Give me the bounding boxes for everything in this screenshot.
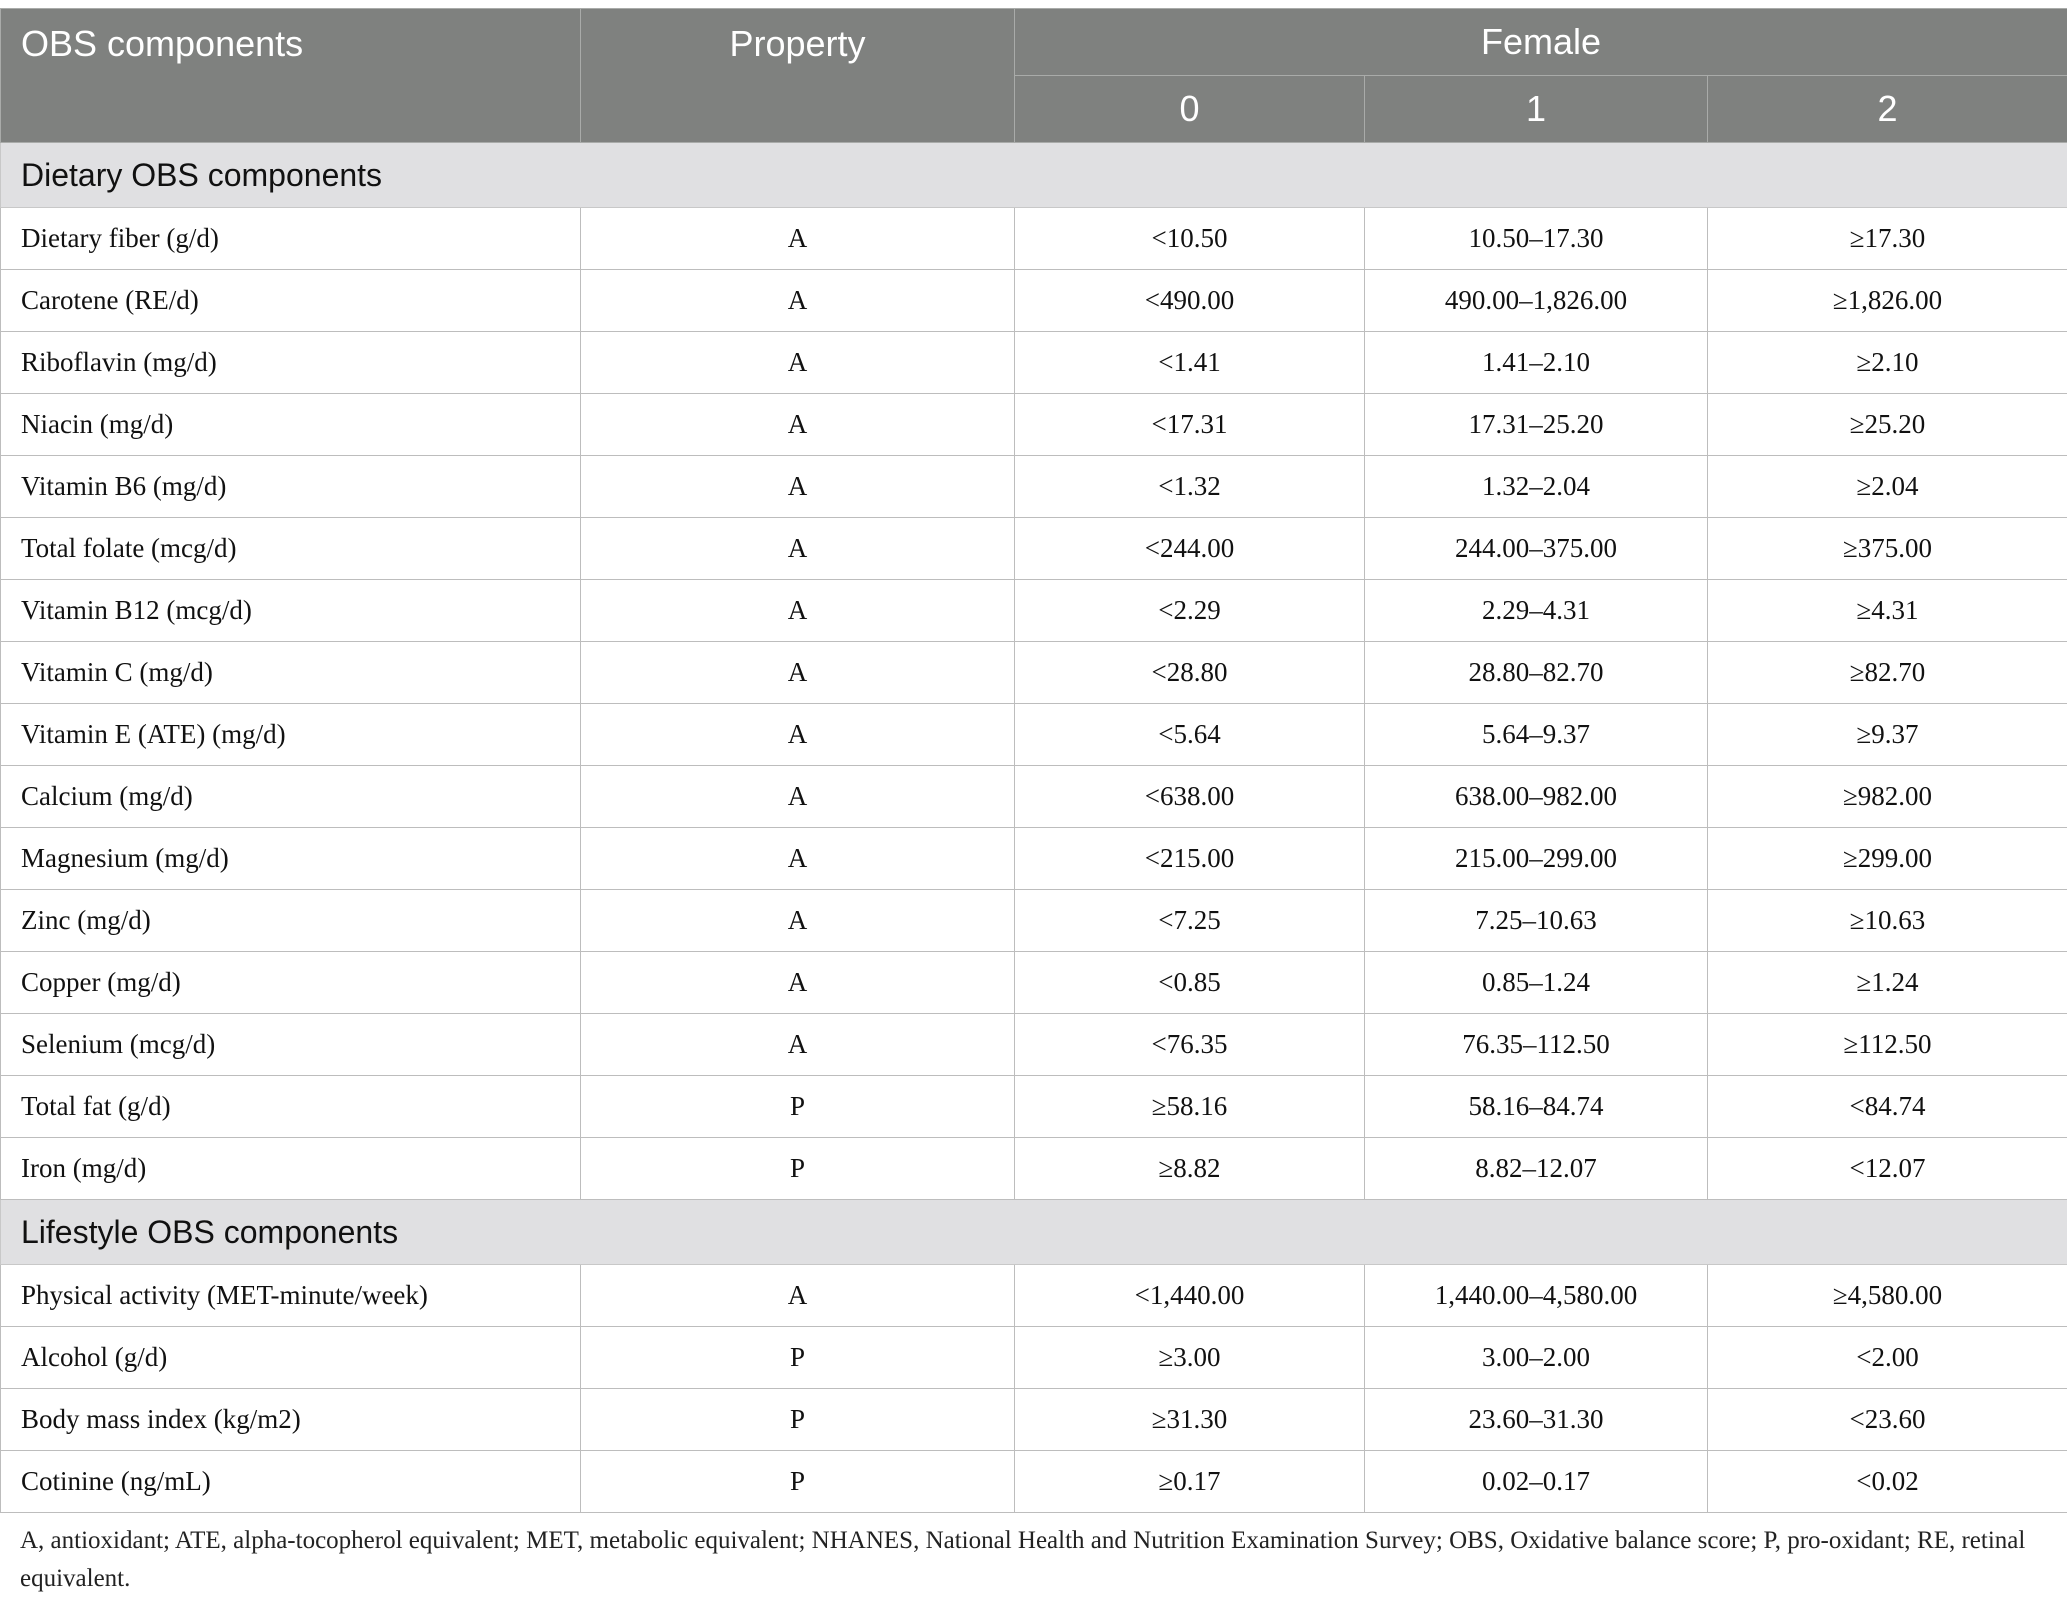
table-row	[1, 890, 2067, 952]
obs-components-table	[0, 8, 2067, 1513]
table-row	[1, 642, 2067, 704]
level-1-cell: 28.80–82.70	[1365, 642, 1708, 704]
level-0-cell: ≥0.17	[1015, 1451, 1365, 1513]
level-1-cell: 1.41–2.10	[1365, 332, 1708, 394]
section-header-row	[1, 143, 2067, 208]
header-level-0: 0	[1015, 76, 1365, 143]
property-cell: A	[581, 642, 1015, 704]
level-0-cell: <5.64	[1015, 704, 1365, 766]
component-name-cell: Vitamin B6 (mg/d)	[1, 456, 581, 518]
level-0-cell: ≥8.82	[1015, 1138, 1365, 1200]
table-row	[1, 1451, 2067, 1513]
level-1-cell: 0.02–0.17	[1365, 1451, 1708, 1513]
component-name-cell: Vitamin E (ATE) (mg/d)	[1, 704, 581, 766]
level-2-cell: ≥4,580.00	[1708, 1265, 2067, 1327]
level-0-cell: <7.25	[1015, 890, 1365, 952]
property-cell: A	[581, 952, 1015, 1014]
component-name-cell: Physical activity (MET-minute/week)	[1, 1265, 581, 1327]
level-2-cell: ≥2.10	[1708, 332, 2067, 394]
level-0-cell: <28.80	[1015, 642, 1365, 704]
level-2-cell: ≥1.24	[1708, 952, 2067, 1014]
level-2-cell: <0.02	[1708, 1451, 2067, 1513]
section-header-row	[1, 1200, 2067, 1265]
level-1-cell: 638.00–982.00	[1365, 766, 1708, 828]
header-level-1: 1	[1365, 76, 1708, 143]
table-body	[1, 143, 2067, 1513]
property-cell: A	[581, 208, 1015, 270]
component-name-cell: Carotene (RE/d)	[1, 270, 581, 332]
component-name-cell: Zinc (mg/d)	[1, 890, 581, 952]
table-row	[1, 332, 2067, 394]
table-row	[1, 1138, 2067, 1200]
level-2-cell: ≥112.50	[1708, 1014, 2067, 1076]
header-property: Property	[581, 9, 1015, 143]
table-row	[1, 270, 2067, 332]
table-row	[1, 1265, 2067, 1327]
level-2-cell: ≥375.00	[1708, 518, 2067, 580]
section-title: Dietary OBS components	[1, 143, 2067, 208]
table-row	[1, 208, 2067, 270]
level-0-cell: <490.00	[1015, 270, 1365, 332]
property-cell: A	[581, 890, 1015, 952]
level-0-cell: <215.00	[1015, 828, 1365, 890]
table-row	[1, 1389, 2067, 1451]
property-cell: A	[581, 518, 1015, 580]
header-obs-components: OBS components	[1, 9, 581, 143]
level-1-cell: 215.00–299.00	[1365, 828, 1708, 890]
level-1-cell: 3.00–2.00	[1365, 1327, 1708, 1389]
property-cell: P	[581, 1327, 1015, 1389]
level-1-cell: 76.35–112.50	[1365, 1014, 1708, 1076]
component-name-cell: Total folate (mcg/d)	[1, 518, 581, 580]
level-0-cell: ≥31.30	[1015, 1389, 1365, 1451]
component-name-cell: Calcium (mg/d)	[1, 766, 581, 828]
property-cell: A	[581, 332, 1015, 394]
level-2-cell: ≥82.70	[1708, 642, 2067, 704]
level-0-cell: <10.50	[1015, 208, 1365, 270]
table-row	[1, 1014, 2067, 1076]
level-1-cell: 2.29–4.31	[1365, 580, 1708, 642]
header-level-2: 2	[1708, 76, 2067, 143]
level-1-cell: 5.64–9.37	[1365, 704, 1708, 766]
table-row	[1, 518, 2067, 580]
property-cell: P	[581, 1138, 1015, 1200]
property-cell: P	[581, 1451, 1015, 1513]
table-row	[1, 766, 2067, 828]
table-row	[1, 394, 2067, 456]
property-cell: A	[581, 580, 1015, 642]
property-cell: P	[581, 1389, 1015, 1451]
level-0-cell: ≥3.00	[1015, 1327, 1365, 1389]
header-female: Female	[1015, 9, 2067, 76]
level-0-cell: <17.31	[1015, 394, 1365, 456]
level-1-cell: 244.00–375.00	[1365, 518, 1708, 580]
component-name-cell: Body mass index (kg/m2)	[1, 1389, 581, 1451]
property-cell: A	[581, 456, 1015, 518]
level-0-cell: <1,440.00	[1015, 1265, 1365, 1327]
level-1-cell: 23.60–31.30	[1365, 1389, 1708, 1451]
component-name-cell: Dietary fiber (g/d)	[1, 208, 581, 270]
property-cell: A	[581, 828, 1015, 890]
property-cell: P	[581, 1076, 1015, 1138]
level-0-cell: <76.35	[1015, 1014, 1365, 1076]
component-name-cell: Niacin (mg/d)	[1, 394, 581, 456]
table-row	[1, 952, 2067, 1014]
level-1-cell: 17.31–25.20	[1365, 394, 1708, 456]
level-0-cell: <1.41	[1015, 332, 1365, 394]
table-row	[1, 1076, 2067, 1138]
level-1-cell: 58.16–84.74	[1365, 1076, 1708, 1138]
component-name-cell: Alcohol (g/d)	[1, 1327, 581, 1389]
level-0-cell: <2.29	[1015, 580, 1365, 642]
level-2-cell: <2.00	[1708, 1327, 2067, 1389]
property-cell: A	[581, 704, 1015, 766]
level-1-cell: 0.85–1.24	[1365, 952, 1708, 1014]
component-name-cell: Total fat (g/d)	[1, 1076, 581, 1138]
component-name-cell: Riboflavin (mg/d)	[1, 332, 581, 394]
level-2-cell: <84.74	[1708, 1076, 2067, 1138]
property-cell: A	[581, 766, 1015, 828]
level-2-cell: ≥17.30	[1708, 208, 2067, 270]
level-1-cell: 1.32–2.04	[1365, 456, 1708, 518]
level-2-cell: ≥4.31	[1708, 580, 2067, 642]
table-footnote: A, antioxidant; ATE, alpha-tocopherol equivalent; MET, metabolic equivalent; NHANES, National Health and Nutrition Examination Survey; OBS, Oxidative balance score; P, pro-oxidant; RE, retinal equivalent.	[20, 1527, 2026, 1592]
property-cell: A	[581, 394, 1015, 456]
table-row	[1, 456, 2067, 518]
level-0-cell: <1.32	[1015, 456, 1365, 518]
level-0-cell: <638.00	[1015, 766, 1365, 828]
table-row	[1, 1327, 2067, 1389]
level-1-cell: 1,440.00–4,580.00	[1365, 1265, 1708, 1327]
level-0-cell: <0.85	[1015, 952, 1365, 1014]
property-cell: A	[581, 270, 1015, 332]
level-0-cell: <244.00	[1015, 518, 1365, 580]
section-title: Lifestyle OBS components	[1, 1200, 2067, 1265]
level-2-cell: <12.07	[1708, 1138, 2067, 1200]
level-1-cell: 10.50–17.30	[1365, 208, 1708, 270]
level-1-cell: 8.82–12.07	[1365, 1138, 1708, 1200]
table-row	[1, 828, 2067, 890]
table-row	[1, 704, 2067, 766]
component-name-cell: Cotinine (ng/mL)	[1, 1451, 581, 1513]
component-name-cell: Magnesium (mg/d)	[1, 828, 581, 890]
level-2-cell: ≥299.00	[1708, 828, 2067, 890]
level-2-cell: ≥2.04	[1708, 456, 2067, 518]
component-name-cell: Copper (mg/d)	[1, 952, 581, 1014]
component-name-cell: Selenium (mcg/d)	[1, 1014, 581, 1076]
level-2-cell: ≥25.20	[1708, 394, 2067, 456]
property-cell: A	[581, 1014, 1015, 1076]
level-1-cell: 490.00–1,826.00	[1365, 270, 1708, 332]
table-header	[1, 9, 2067, 143]
property-cell: A	[581, 1265, 1015, 1327]
table-row	[1, 580, 2067, 642]
level-2-cell: ≥10.63	[1708, 890, 2067, 952]
level-1-cell: 7.25–10.63	[1365, 890, 1708, 952]
level-2-cell: <23.60	[1708, 1389, 2067, 1451]
level-2-cell: ≥9.37	[1708, 704, 2067, 766]
level-0-cell: ≥58.16	[1015, 1076, 1365, 1138]
level-2-cell: ≥982.00	[1708, 766, 2067, 828]
component-name-cell: Iron (mg/d)	[1, 1138, 581, 1200]
level-2-cell: ≥1,826.00	[1708, 270, 2067, 332]
component-name-cell: Vitamin C (mg/d)	[1, 642, 581, 704]
component-name-cell: Vitamin B12 (mcg/d)	[1, 580, 581, 642]
